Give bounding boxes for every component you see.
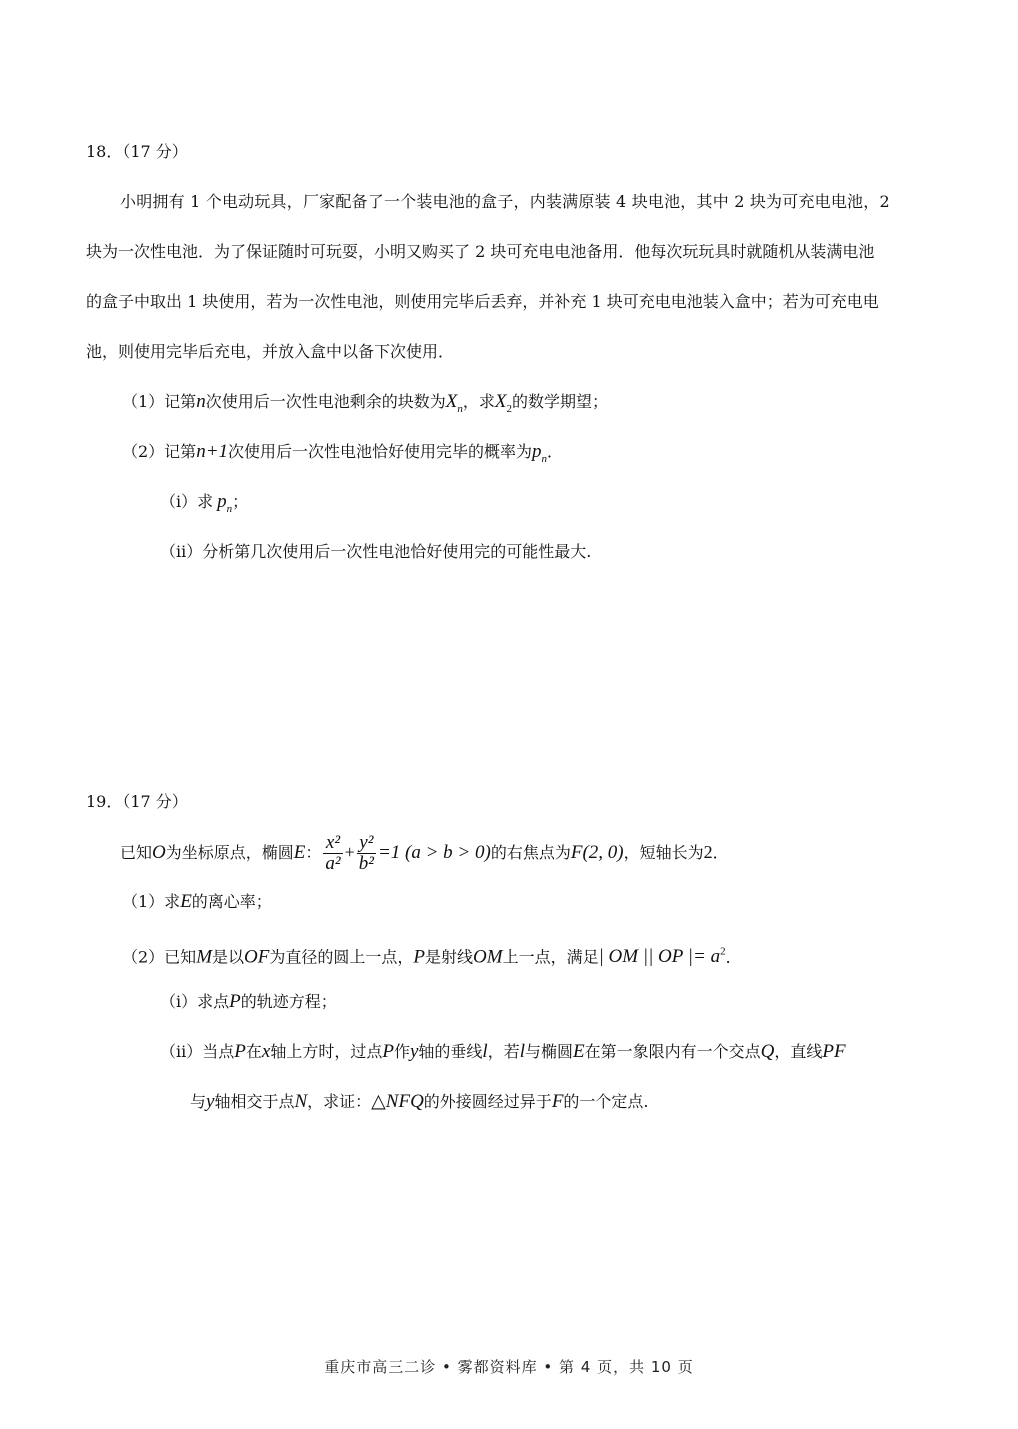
var-pn: $p_n$: [532, 441, 548, 465]
q18-intro-line-2: 块为一次性电池．为了保证随时可玩耍，小明又购买了 2 块可充电电池备用．他每次玩玩具时就随机从装满电池: [86, 242, 875, 261]
q19-part-2-i: （i）求点P的轨迹方程；: [160, 991, 337, 1012]
q18-part-1: （1）记第n次使用后一次性电池剩余的块数为$X_n$，求$X_2$的数学期望；: [122, 391, 608, 415]
var-X: $X_n$: [445, 391, 463, 415]
q18-intro-line-1: 小明拥有 1 个电动玩具，厂家配备了一个装电池的盒子，内装满原装 4 块电池，其中 2 块为可充电电池，2: [120, 192, 890, 211]
q18-header: 18．（17 分）: [86, 142, 188, 161]
q19-part-2: （2）已知M是以OF为直径的圆上一点，P是射线OM上一点，满足| OM || OP |= $a^2$．: [122, 946, 742, 968]
q19-header: 19．（17 分）: [86, 792, 188, 811]
expr-n-plus-1: n+1: [196, 441, 229, 462]
product-equation: | OM || OP |= $a^2$: [598, 946, 726, 968]
var-pn: $p_n$: [217, 491, 233, 515]
q18-part-2-i: （i）求 $p_n$；: [160, 491, 249, 515]
triangle-NFQ: △NFQ: [371, 1091, 424, 1112]
q19-part-1: （1）求E的离心率；: [122, 891, 272, 912]
q18-intro-line-4: 池，则使用完毕后充电，并放入盒中以备下次使用．: [86, 342, 455, 361]
q18-part-2: （2）记第n+1次使用后一次性电池恰好使用完毕的概率为$p_n$．: [122, 441, 564, 465]
q19-intro: 已知O为坐标原点，椭圆E： $\frac{\text{x²}}{\text{a²}}$ + $\frac{\text{y²}}{\text{b²}}$ =1 (a > b > 0)的右焦点为F(2, 0)，短轴长为2．: [120, 832, 729, 874]
q18-intro-line-3: 的盒子中取出 1 块使用，若为一次性电池，则使用完毕后丢弃，并补充 1 块可充电电池装入盒中；若为可充电电: [86, 292, 879, 311]
q19-part-2-ii-line-1: （ii）当点P在x轴上方时，过点P作y轴的垂线l，若l与椭圆E在第一象限内有一个交点Q，直线PF: [160, 1041, 846, 1062]
page-footer: 重庆市高三二诊 • 雾都资料库 • 第 4 页，共 10 页: [324, 1358, 694, 1376]
q19-part-2-ii-line-2: 与y轴相交于点N，求证：△NFQ的外接圆经过异于F的一个定点.: [190, 1091, 649, 1112]
fraction-x2-a2: $\frac{\text{x²}}{\text{a²}}$: [325, 832, 341, 874]
ellipse-condition: =1 (a > b > 0): [377, 842, 491, 863]
var-X2: $X_2$: [494, 391, 512, 415]
q18-part-2-ii: （ii）分析第几次使用后一次性电池恰好使用完的可能性最大.: [160, 542, 592, 561]
focus-point: F(2, 0): [570, 842, 624, 863]
var-n: n: [196, 391, 206, 412]
fraction-y2-b2: $\frac{\text{y²}}{\text{b²}}$: [358, 832, 374, 874]
